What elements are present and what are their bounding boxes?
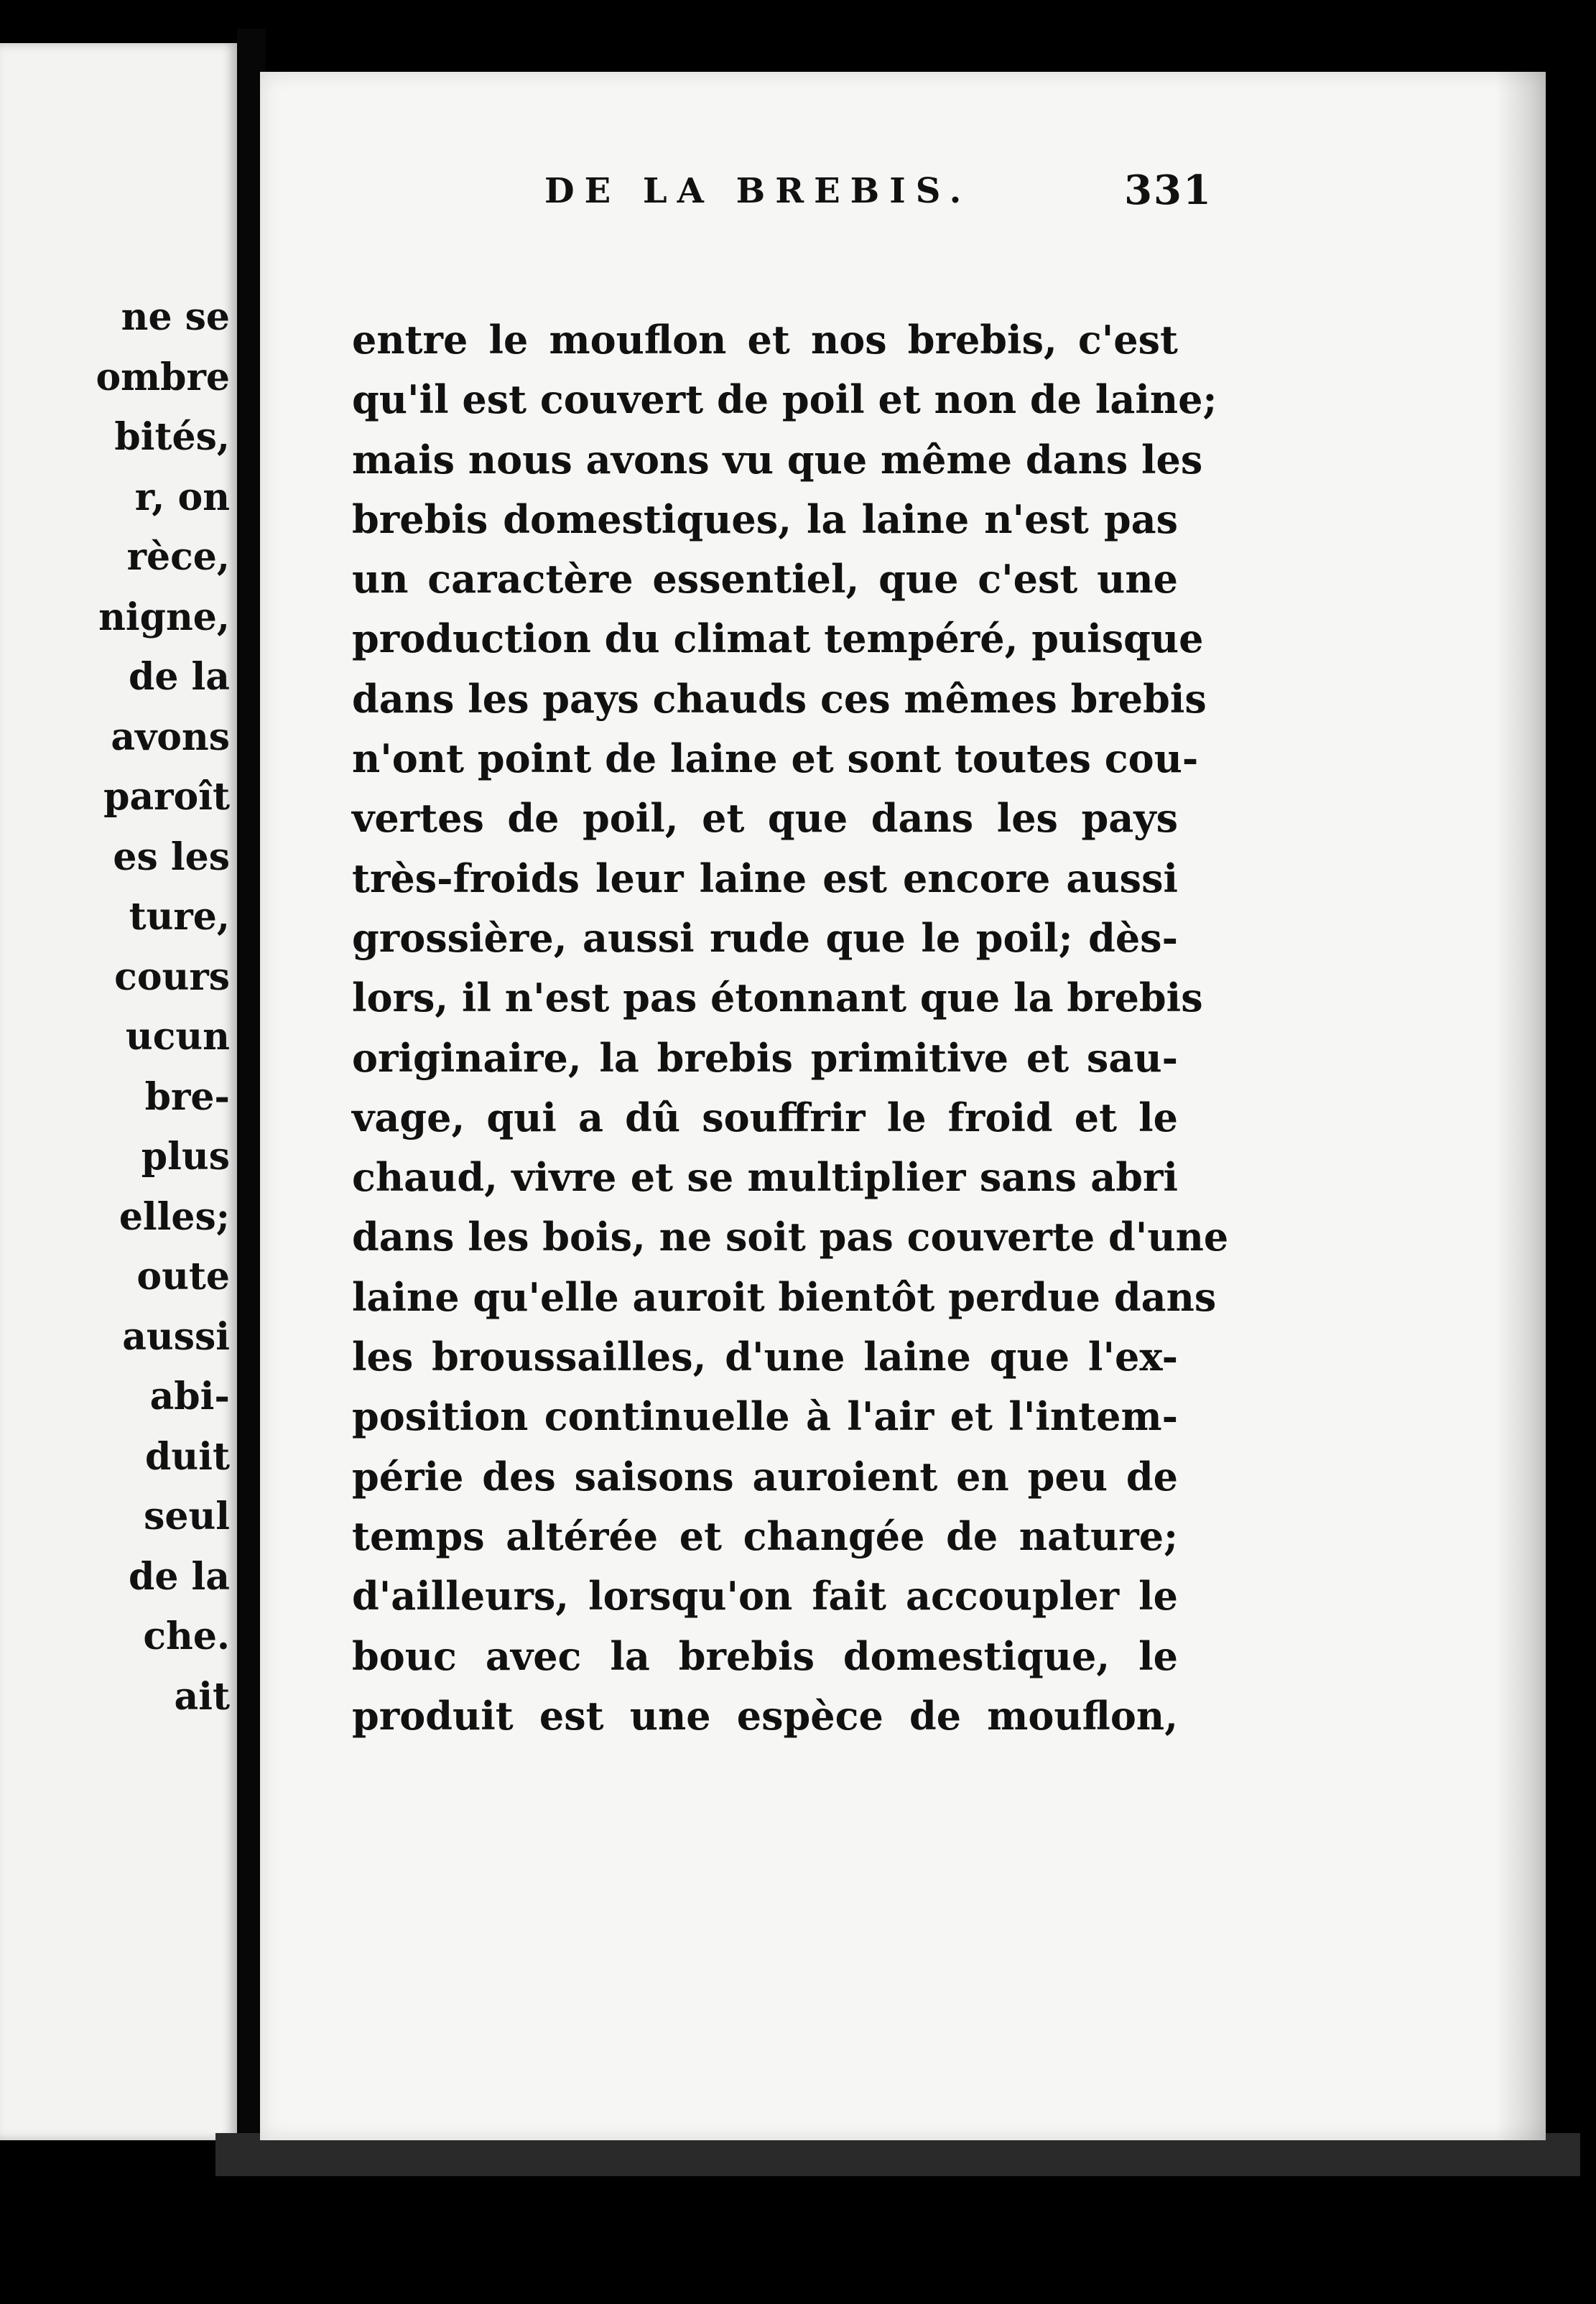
left-fragment: plus	[141, 1135, 230, 1179]
text-line: vertes de poil, et que dans les pays	[352, 795, 1178, 842]
left-fragment: cours	[114, 954, 230, 999]
left-fragment: elles;	[119, 1194, 230, 1239]
left-fragment: es les	[113, 835, 230, 879]
left-fragment: duit	[145, 1434, 230, 1479]
left-fragment: avons	[111, 715, 230, 759]
running-head: DE LA BREBIS.	[544, 171, 972, 211]
text-line: chaud, vivre et se multiplier sans abri	[352, 1154, 1178, 1201]
left-fragment: abi-	[149, 1375, 230, 1418]
body-text	[352, 310, 1229, 1746]
left-fragment: ait	[174, 1674, 230, 1719]
text-line: brebis domestiques, la laine n'est pas	[352, 496, 1178, 542]
left-page	[0, 43, 237, 2140]
text-line: produit est une espèce de mouflon,	[352, 1692, 1178, 1739]
text-line: temps altérée et changée de nature;	[352, 1513, 1178, 1559]
text-line: lors, il n'est pas étonnant que la brebis	[352, 975, 1203, 1021]
text-line: dans les pays chauds ces mêmes brebis	[352, 675, 1207, 722]
text-line: grossière, aussi rude que le poil; dès-	[352, 914, 1178, 961]
left-fragment: nigne,	[98, 595, 230, 639]
text-line: très-froids leur laine est encore aussi	[352, 855, 1178, 901]
text-line: bouc avec la brebis domestique, le	[352, 1632, 1178, 1679]
left-fragment: ne se	[121, 295, 230, 339]
left-fragment: bre-	[144, 1074, 230, 1119]
text-line: d'ailleurs, lorsqu'on fait accoupler le	[352, 1573, 1178, 1620]
left-fragment: r, on	[134, 475, 230, 519]
text-line: les broussailles, d'une laine que l'ex-	[352, 1334, 1178, 1380]
left-fragment: ucun	[125, 1015, 230, 1059]
left-fragment: aussi	[122, 1314, 230, 1359]
text-line: mais nous avons vu que même dans les	[352, 436, 1203, 483]
text-line: périe des saisons auroient en peu de	[352, 1453, 1178, 1500]
left-fragment: bités,	[114, 415, 230, 459]
text-line: position continuelle à l'air et l'intem-	[352, 1393, 1178, 1440]
left-fragment: oute	[136, 1255, 230, 1299]
text-line: originaire, la brebis primitive et sau-	[352, 1034, 1178, 1081]
left-fragment: rèce,	[126, 535, 230, 579]
left-page-text-fragments	[0, 287, 230, 1727]
text-line: vage, qui a dû souffrir le froid et le	[352, 1094, 1178, 1141]
left-fragment: de la	[129, 655, 230, 699]
left-fragment: ombre	[96, 355, 230, 399]
text-line: dans les bois, ne soit pas couverte d'une	[352, 1214, 1229, 1260]
left-fragment: de la	[129, 1554, 230, 1599]
page-header	[544, 167, 1234, 236]
text-line: production du climat tempéré, puisque	[352, 616, 1204, 662]
page-number: 331	[1124, 167, 1212, 214]
text-line: n'ont point de laine et sont toutes cou-	[352, 735, 1199, 782]
text-line: un caractère essentiel, que c'est une	[352, 556, 1178, 603]
text-line: qu'il est couvert de poil et non de laine;	[352, 376, 1217, 423]
left-fragment: ture,	[129, 895, 230, 939]
left-fragment: paroît	[103, 775, 230, 819]
text-line: entre le mouflon et nos brebis, c'est	[352, 317, 1178, 363]
text-line: laine qu'elle auroit bientôt perdue dans	[352, 1273, 1217, 1320]
left-fragment: seul	[144, 1495, 230, 1538]
left-fragment: che.	[143, 1615, 230, 1658]
